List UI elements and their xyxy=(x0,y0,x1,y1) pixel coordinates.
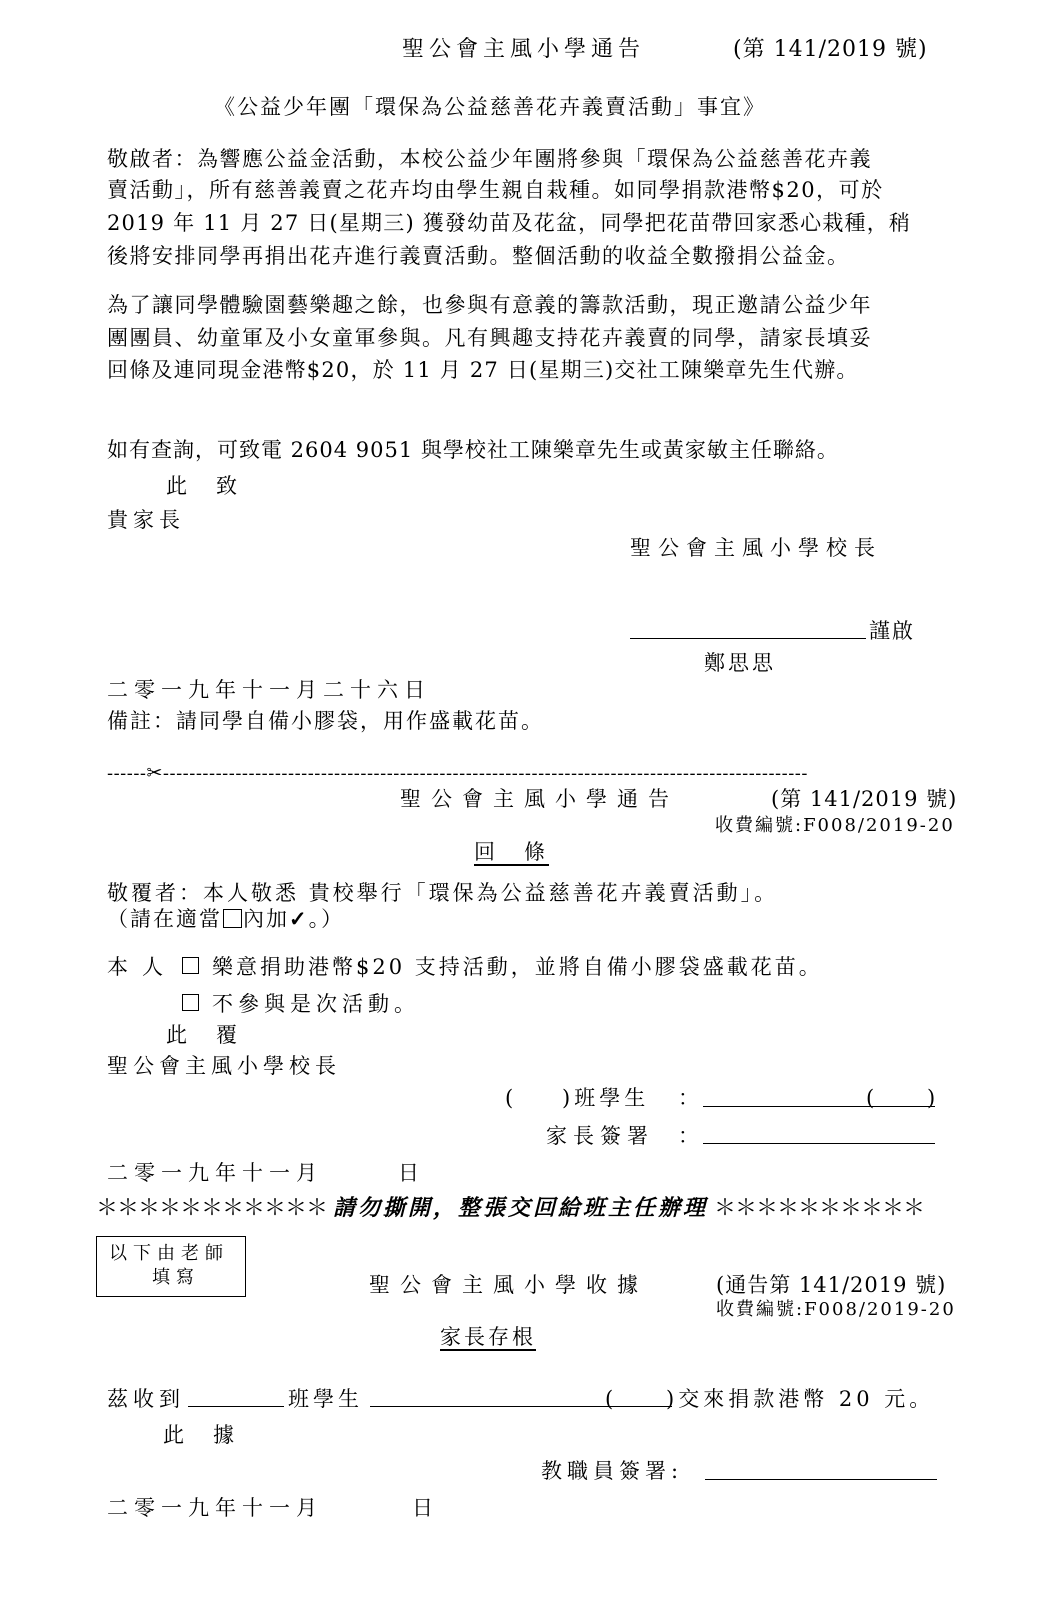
instruction-text: （請在適當 xyxy=(107,907,222,931)
parent-sign-label: 家長簽署 xyxy=(546,1124,654,1148)
do-not-tear-banner xyxy=(96,1195,924,1222)
instruction-text: 。） xyxy=(308,907,345,931)
paragraph-line: 後將安排同學再捐出花卉進行義賣活動。整個活動的收益全數撥捐公益金。 xyxy=(107,244,850,268)
student-no-open: ( xyxy=(866,1086,875,1110)
reply-intro: 敬覆者：本人敬悉 貴校舉行「環保為公益慈善花卉義賣活動」。 xyxy=(107,881,779,905)
staff-signature-field[interactable] xyxy=(705,1479,937,1480)
receipt-notice-number: (通告第 141/2019 號) xyxy=(716,1273,947,1297)
notice-subject: 《公益少年團「環保為公益慈善花卉義賣活動」事宜》 xyxy=(214,95,766,119)
receipt-date: 二零一九年十一月 xyxy=(107,1496,323,1520)
colon: ： xyxy=(678,1086,699,1110)
reply-day: 日 xyxy=(398,1161,419,1185)
reply-addressee: 聖公會主風小學校長 xyxy=(107,1054,341,1078)
self-label: 本人 xyxy=(107,955,177,979)
notice-date: 二零一九年十一月二十六日 xyxy=(107,678,431,702)
option-support-checkbox[interactable] xyxy=(182,957,199,974)
receipt-fee-number: 收費編號:F008/2019-20 xyxy=(716,1299,956,1320)
reply-closing: 此 覆 xyxy=(166,1023,241,1047)
reply-school-title: 聖公會主風小學通告 xyxy=(400,787,679,811)
receipt-title: 聖公會主風小學收據 xyxy=(369,1273,648,1297)
receipt-student-field[interactable] xyxy=(370,1406,672,1407)
reply-instruction xyxy=(107,906,344,932)
notice-number: (第 141/2019 號) xyxy=(733,37,928,62)
paragraph-line: 團團員、幼童軍及小女童軍參與。凡有興趣支持花卉義賣的同學，請家長填妥 xyxy=(107,326,872,350)
class-student-label: )班學生 xyxy=(562,1086,650,1110)
receipt-closing: 此 據 xyxy=(163,1423,238,1447)
colon: ： xyxy=(678,1124,699,1148)
received-label: 茲收到 xyxy=(107,1387,185,1411)
teacher-only-box xyxy=(96,1236,246,1297)
class-open-paren: ( xyxy=(505,1086,514,1110)
addressee: 貴家長 xyxy=(107,508,185,532)
paragraph-line: 2019 年 11 月 27 日(星期三) 獲發幼苗及花盆，同學把花苗帶回家悉心栽種，稍 xyxy=(107,211,912,235)
student-no-close: ) xyxy=(927,1086,936,1110)
receipt-heading: 家長存根 xyxy=(440,1325,536,1349)
principal-title: 聖公會主風小學校長 xyxy=(630,536,882,560)
signoff: 謹啟 xyxy=(869,619,915,643)
paragraph-line: 賣活動」，所有慈善義賣之花卉均由學生親自栽種。如同學捐款港幣$20，可於 xyxy=(107,178,884,202)
receipt-no-open: ( xyxy=(605,1387,614,1411)
staff-sign-label: 教職員簽署: xyxy=(541,1459,684,1483)
signature-line xyxy=(630,638,866,639)
cut-line-dashes: -------------------------------------------------------------------------------------------------- xyxy=(162,763,808,784)
check-mark-icon: ✓ xyxy=(289,906,309,931)
banner-stars: ＊＊＊＊＊＊＊＊＊＊＊ xyxy=(96,1196,328,1221)
principal-name: 鄭思思 xyxy=(704,651,776,675)
receipt-amount-text: )交來捐款港幣 20 元。 xyxy=(666,1387,935,1411)
banner-stars: ＊＊＊＊＊＊＊＊＊＊ xyxy=(714,1196,925,1221)
reply-date: 二零一九年十一月 xyxy=(107,1161,323,1185)
option-support-label: 樂意捐助港幣$20 支持活動，並將自備小膠袋盛載花苗。 xyxy=(212,955,823,979)
reply-heading: 回 條 xyxy=(474,840,549,864)
instruction-text: 內加 xyxy=(243,907,289,931)
teacher-box-line: 填寫 xyxy=(152,1267,200,1288)
parent-signature-field[interactable] xyxy=(703,1143,935,1144)
remark: 備註：請同學自備小膠袋，用作盛載花苗。 xyxy=(107,709,544,733)
student-name-field[interactable] xyxy=(703,1106,935,1107)
example-checkbox-icon xyxy=(223,909,242,928)
option-decline-label: 不參與是次活動。 xyxy=(212,992,420,1016)
paragraph-line: 回條及連同現金港幣$20，於 11 月 27 日(星期三)交社工陳樂章先生代辦。 xyxy=(107,358,859,382)
receipt-day: 日 xyxy=(412,1496,433,1520)
cut-line[interactable] xyxy=(107,760,808,787)
scissors-icon: ✂ xyxy=(146,762,163,784)
paragraph-line: 敬啟者：為響應公益金活動，本校公益少年團將參與「環保為公益慈善花卉義 xyxy=(107,147,872,171)
teacher-box-line: 以下由老師 xyxy=(109,1243,229,1264)
option-decline-checkbox[interactable] xyxy=(182,994,199,1011)
paragraph-line: 為了讓同學體驗園藝樂趣之餘，也參與有意義的籌款活動，現正邀請公益少年 xyxy=(107,293,872,317)
banner-text: 請勿撕開，整張交回給班主任辦理 xyxy=(333,1195,709,1221)
reply-fee-number: 收費編號:F008/2019-20 xyxy=(715,815,955,836)
receipt-class-field[interactable] xyxy=(188,1406,284,1407)
reply-notice-number: (第 141/2019 號) xyxy=(771,787,958,811)
closing-to: 此 致 xyxy=(166,474,241,498)
enquiry-line: 如有查詢，可致電 2604 9051 與學校社工陳樂章先生或黃家敏主任聯絡。 xyxy=(107,438,839,462)
class-student-label: 班學生 xyxy=(288,1387,363,1411)
cut-line-lead: ------ xyxy=(107,763,147,784)
notice-school-title: 聖公會主風小學通告 xyxy=(402,37,646,62)
